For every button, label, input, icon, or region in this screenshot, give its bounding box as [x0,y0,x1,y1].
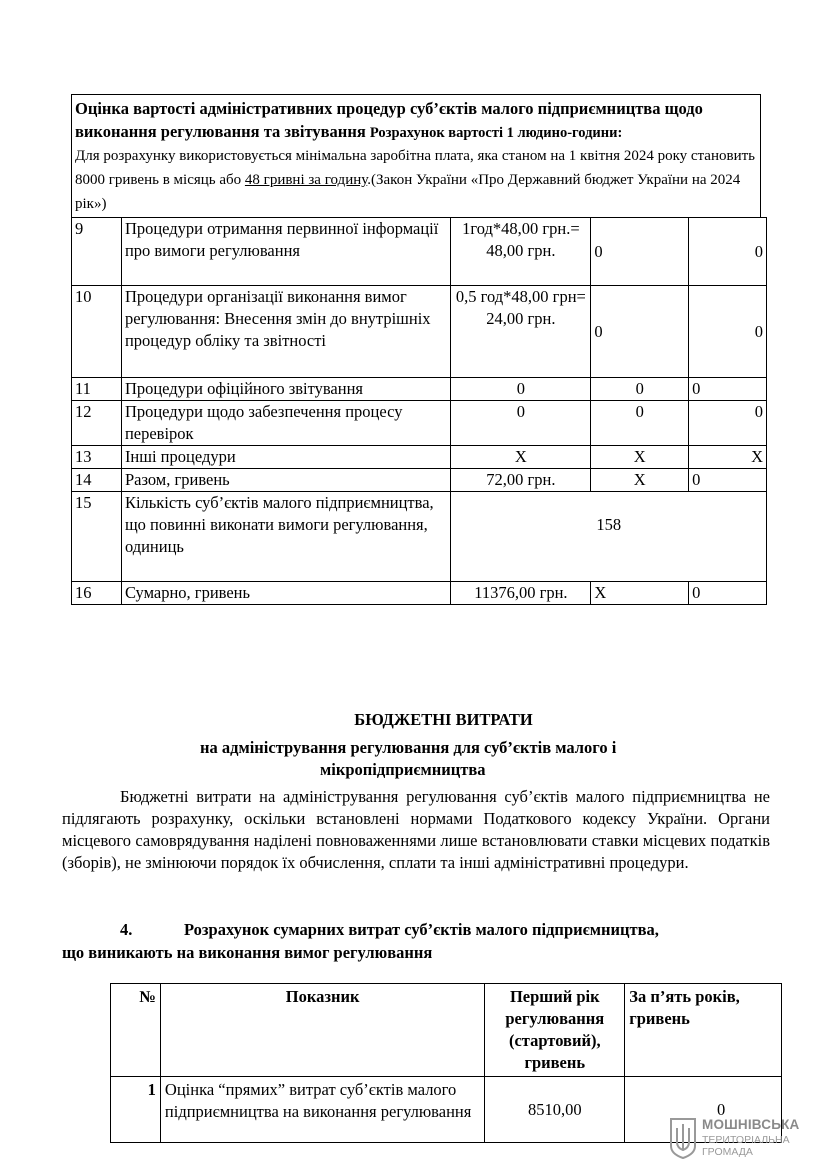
logo-name: МОШНІВСЬКА [702,1117,800,1132]
first-year-value: 8510,00 [485,1077,625,1143]
budget-subheading-line1: на адміністрування регулювання для суб’єктів малого і [200,738,617,757]
row-number: 15 [72,492,122,582]
row-number: 10 [72,286,122,378]
procedure-name: Процедури щодо забезпечення процесу перевірок [121,401,451,446]
column-4-value: Х [689,446,767,469]
column-header-indicator: Показник [160,984,484,1077]
procedures-cost-table [71,217,767,605]
table-row [72,492,767,582]
section-title-line2: що виникають на виконання вимог регулювання [62,943,433,962]
community-logo [668,1116,808,1162]
column-header-five-years: За п’ять років, гривень [625,984,782,1077]
column-3-value: Х [591,446,689,469]
column-4-value: 0 [689,401,767,446]
column-header-number: № [111,984,161,1077]
column-3-value: 0 [591,378,689,401]
budget-subheading-line2: мікропідприємництва [320,760,486,779]
section-number: 4. [120,920,133,939]
column-4-value: 0 [689,218,767,286]
section-title-line1: Розрахунок сумарних витрат суб’єктів малого підприємництва, [184,920,659,939]
column-header-first-year: Перший рік регулювання (стартовий), гривень [485,984,625,1077]
table-row [72,446,767,469]
row-number: 11 [72,378,122,401]
procedure-name: Процедури отримання первинної інформації про вимоги регулювання [121,218,451,286]
table-row [72,218,767,286]
row-number: 9 [72,218,122,286]
table-row [72,582,767,605]
table-row [72,469,767,492]
budget-paragraph: Бюджетні витрати на адміністрування регулювання суб’єктів малого підприємництва не підлягають розрахунку, оскільки встановлені нормами Податкового кодексу України. Органи місцевого самоврядування наділені повноваженнями лише встановлювати ставки місцевих податків (зборів), не змінюючи порядок їх обчислення, сплати та інші адміністративні процедури. [62,787,770,872]
row-number: 14 [72,469,122,492]
column-3-value: Х [591,582,689,605]
procedure-name: Разом, гривень [121,469,451,492]
procedure-name: Процедури офіційного звітування [121,378,451,401]
row-number: 13 [72,446,122,469]
logo-line2: ТЕРИТОРІАЛЬНА [702,1134,790,1146]
row-number: 16 [72,582,122,605]
column-4-value: 0 [689,286,767,378]
procedure-name: Кількість суб’єктів малого підприємництва, що повинні виконати вимоги регулювання, одиниць [121,492,451,582]
indicator-name: Оцінка “прямих” витрат суб’єктів малого підприємництва на виконання регулювання [160,1077,484,1143]
procedure-name: Процедури організації виконання вимог регулювання: Внесення змін до внутрішніх процедур обліку та звітності [121,286,451,378]
procedure-cost: 0,5 год*48,00 грн= 24,00 грн. [451,286,591,378]
header-subtitle: Розрахунок вартості 1 людино-години: [369,125,623,141]
logo-line3: ГРОМАДА [702,1146,753,1158]
header-note-part2: .(Закон України «Про Державний бюджет України на 2024 рік») [75,172,741,212]
row-number: 12 [72,401,122,446]
column-4-value: 0 [689,469,767,492]
header-note-underlined: 48 гривні за годину [244,172,368,188]
five-years-value: 0 [625,1077,782,1143]
table-row [72,401,767,446]
column-3-value: Х [591,469,689,492]
column-4-value: 0 [689,582,767,605]
procedure-name: Інші процедури [121,446,451,469]
header-note-part1: Для розрахунку використовується мінімальна заробітна плата, яка станом на 1 квітня 2024 року становить 8000 гривень в місяць або [75,148,755,188]
header-title: Оцінка вартості адміністративних процедур суб’єктів малого підприємництва щодо виконання регулювання та звітування [75,99,703,141]
procedure-cost: 72,00 грн. [451,469,591,492]
table-row [72,286,767,378]
merged-count-value: 158 [451,492,767,582]
column-3-value: 0 [591,286,689,378]
column-3-value: 0 [591,401,689,446]
table-header-box [71,94,761,217]
procedure-cost: 0 [451,378,591,401]
budget-heading: БЮДЖЕТНІ ВИТРАТИ [354,710,533,729]
column-3-value: 0 [591,218,689,286]
procedure-name: Сумарно, гривень [121,582,451,605]
trident-icon [668,1116,698,1160]
procedure-cost: 11376,00 грн. [451,582,591,605]
row-number: 1 [111,1077,161,1143]
table-header-row [111,984,782,1077]
procedure-cost: Х [451,446,591,469]
column-4-value: 0 [689,378,767,401]
procedure-cost: 0 [451,401,591,446]
table-row [72,378,767,401]
procedure-cost: 1год*48,00 грн.= 48,00 грн. [451,218,591,286]
